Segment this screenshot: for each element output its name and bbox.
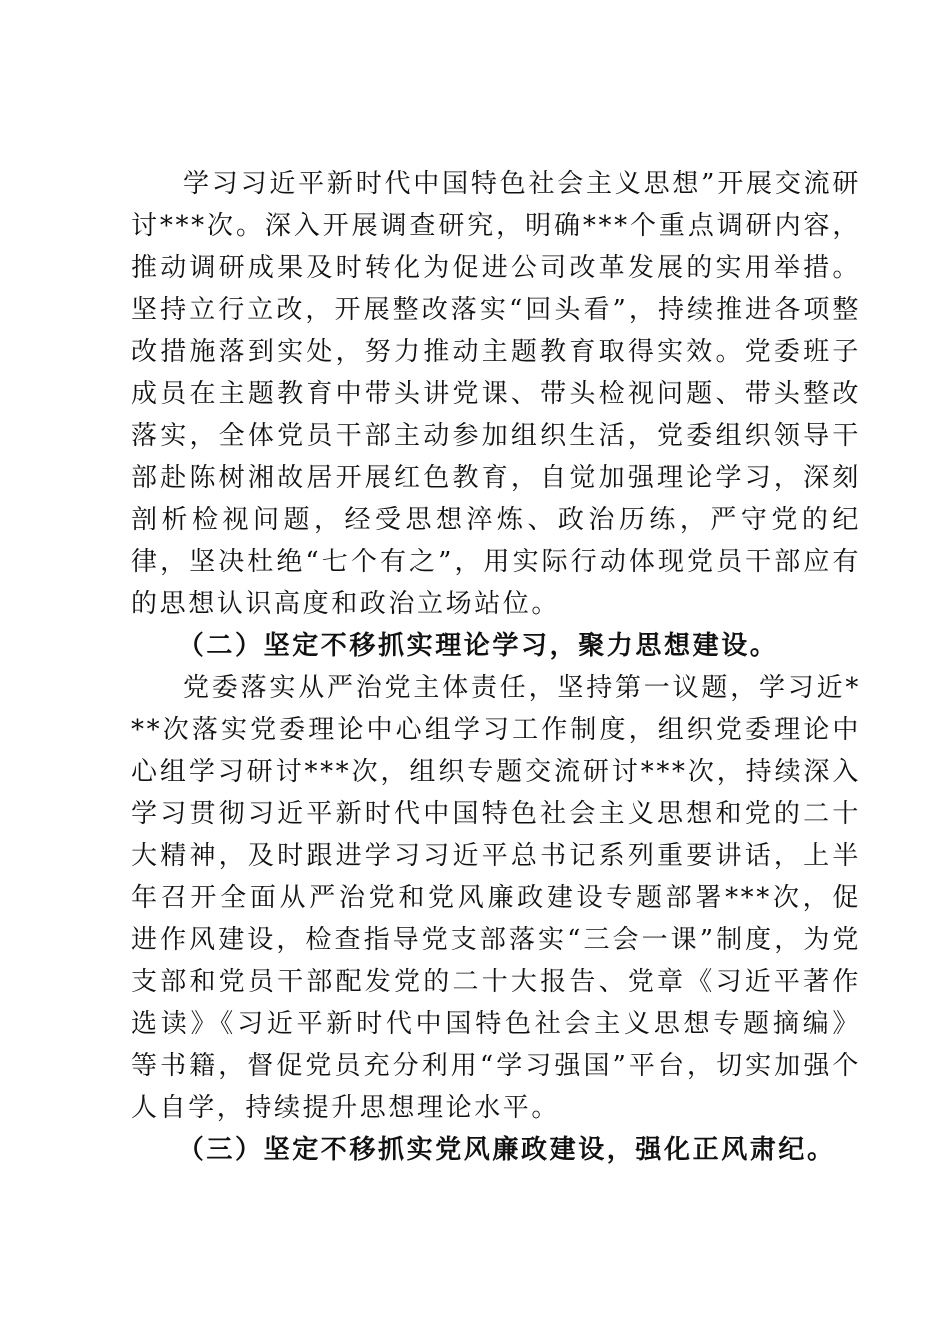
section-heading: （三）坚定不移抓实党风廉政建设，强化正风肃纪。 [177, 1135, 836, 1165]
body-paragraph: 党委落实从严治党主体责任，坚持第一议题，学习近***次落实党委理论中心组学习工作制度，组织党委理论中心组学习研讨***次，组织专题交流研讨***次，持续深入学习贯彻习近平新时代中国特色社会主义思想和党的二十大精神，及时跟进学习习近平总书记系列重要讲话，上半年召开全面从严治党和党风廉政建设专题部署***次，促进作风建设，检查指导党支部落实“三会一课”制度，为党支部和党员干部配发党的二十大报告、党章《习近平著作选读》《习近平新时代中国特色社会主义思想专题摘编》等书籍，督促党员充分利用“学习强国”平台，切实加强个人自学，持续提升思想理论水平。 [131, 673, 861, 1123]
document-body [131, 163, 861, 1171]
body-paragraph: 学习习近平新时代中国特色社会主义思想”开展交流研讨***次。深入开展调查研究，明确***个重点调研内容，推动调研成果及时转化为促进公司改革发展的实用举措。坚持立行立改，开展整改落实“回头看”，持续推进各项整改措施落到实处，努力推动主题教育取得实效。党委班子成员在主题教育中带头讲党课、带头检视问题、带头整改落实，全体党员干部主动参加组织生活，党委组织领导干部赴陈树湘故居开展红色教育，自觉加强理论学习，深刻剖析检视问题，经受思想淬炼、政治历练，严守党的纪律，坚决杜绝“七个有之”，用实际行动体现党员干部应有的思想认识高度和政治立场站位。 [131, 169, 861, 619]
section-heading: （二）坚定不移抓实理论学习，聚力思想建设。 [177, 631, 779, 661]
